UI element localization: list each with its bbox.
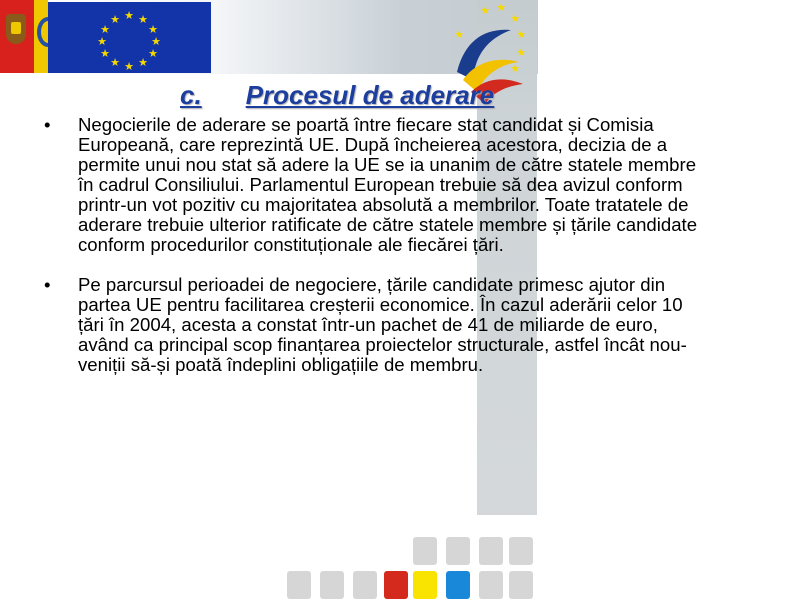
decor-square [353,571,377,599]
svg-text:★: ★ [148,23,158,36]
svg-text:★: ★ [454,28,464,41]
svg-text:★: ★ [110,56,120,69]
svg-text:★: ★ [480,4,490,17]
svg-text:★: ★ [124,60,134,73]
decor-square [413,537,437,565]
svg-text:★: ★ [496,1,506,14]
bullet-text: Negocierile de aderare se poartă între fiecare stat candidat și Comisia Europeană, care reprezintă UE. După încheierea acestora, decizia de a permite unui nou stat să adere la UE se ia unanim de către statele membre în cadrul Consiliului. Parlamentul European trebuie să dea avizul conform printr-un vot pozitiv cu majoritatea absolută a membrilor. Toate tratatele de aderare trebuie ulterior ratificate de către statele membre și țările candidate conform procedurilor constituționale ale fiecărei țări. [78,114,698,255]
list-item [40,275,700,375]
bullet-icon: • [44,274,51,295]
decor-square [479,571,503,599]
svg-text:★: ★ [124,9,134,22]
bullet-list [40,115,700,395]
title-section-label: c. [180,80,202,110]
moldova-flag-icon [0,0,48,73]
eu-flag-icon [48,2,211,73]
svg-text:★: ★ [510,12,520,25]
decor-square [446,537,470,565]
decor-square-yellow [413,571,437,599]
bullet-text: Pe parcursul perioadei de negociere, țările candidate primesc ajutor din partea UE pentru facilitarea creșterii economice. În cazul aderării celor 10 țări în 2004, acesta a constat într-un pachet de 41 de miliarde de euro, având ca principal scop finanțarea proiectelor structurale, astfel încât nou-veniții să-și poată îndeplini obligațiile de membru. [78,274,687,375]
decor-square [509,537,533,565]
title-text: Procesul de aderare [245,80,495,110]
decor-square [479,537,503,565]
bullet-icon: • [44,114,51,135]
decor-square-blue [446,571,470,599]
svg-text:★: ★ [516,46,526,59]
svg-text:★: ★ [100,47,110,60]
decor-square [287,571,311,599]
svg-text:★: ★ [510,62,520,75]
svg-text:★: ★ [138,13,148,26]
decor-square-red [384,571,408,599]
list-item [40,115,700,255]
decor-square [320,571,344,599]
svg-text:★: ★ [148,47,158,60]
svg-text:★: ★ [151,35,161,48]
svg-text:★: ★ [110,13,120,26]
svg-text:★: ★ [138,56,148,69]
slide-title [180,80,494,111]
decor-square [509,571,533,599]
svg-text:★: ★ [516,28,526,41]
svg-text:★: ★ [97,35,107,48]
svg-text:★: ★ [100,23,110,36]
